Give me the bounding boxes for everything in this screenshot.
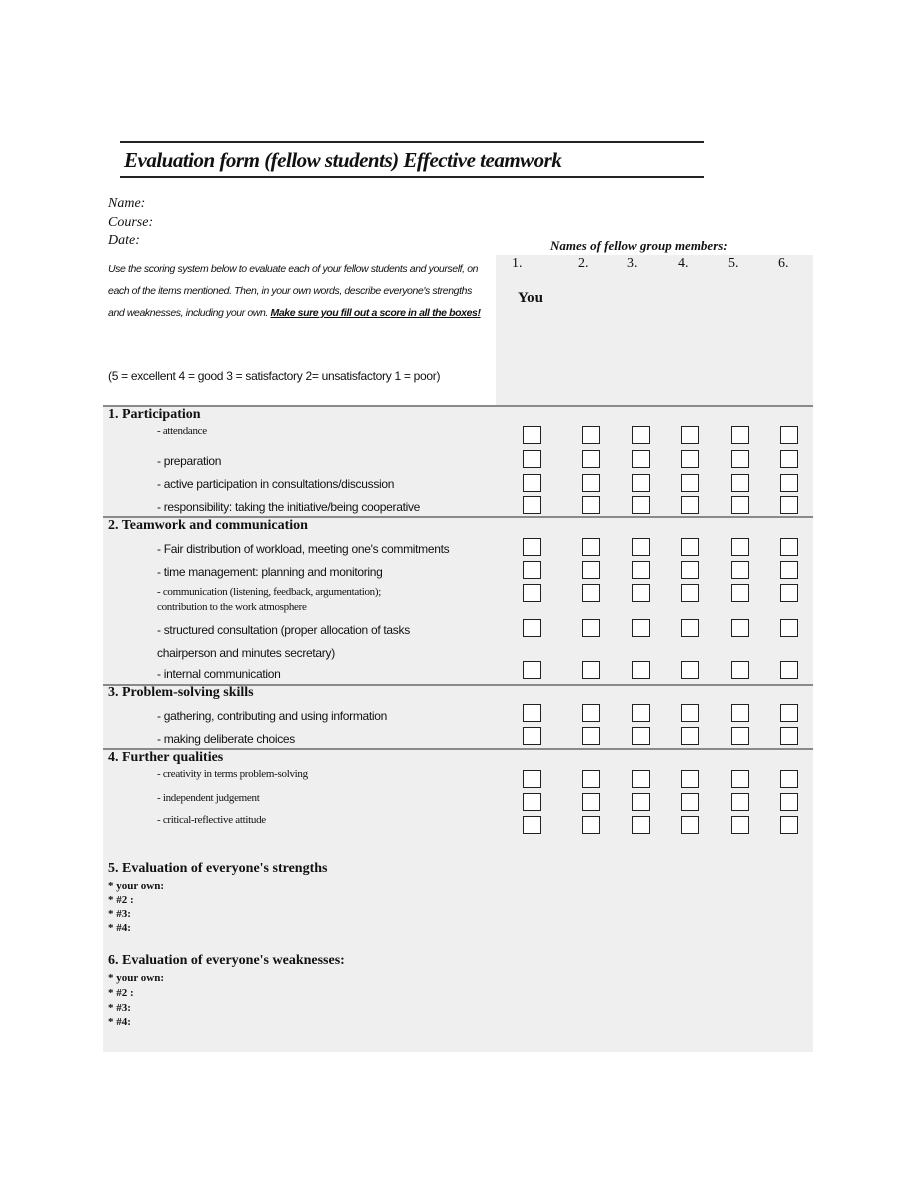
score-checkbox[interactable] <box>523 450 541 468</box>
score-checkbox[interactable] <box>780 661 798 679</box>
title-rule-bottom <box>120 176 704 178</box>
divider <box>103 405 813 407</box>
score-checkbox[interactable] <box>632 584 650 602</box>
score-checkbox[interactable] <box>780 450 798 468</box>
score-checkbox[interactable] <box>681 816 699 834</box>
criterion-label: chairperson and minutes secretary) <box>157 646 335 660</box>
score-checkbox[interactable] <box>681 538 699 556</box>
weaknesses-title: 6. Evaluation of everyone's weaknesses: <box>108 953 345 968</box>
score-checkbox[interactable] <box>731 426 749 444</box>
criterion-label: - gathering, contributing and using information <box>157 709 388 723</box>
score-checkbox[interactable] <box>582 561 600 579</box>
score-checkbox[interactable] <box>780 538 798 556</box>
score-checkbox[interactable] <box>632 619 650 637</box>
score-checkbox[interactable] <box>731 816 749 834</box>
score-checkbox[interactable] <box>681 661 699 679</box>
score-checkbox[interactable] <box>731 561 749 579</box>
score-checkbox[interactable] <box>523 793 541 811</box>
strengths-title: 5. Evaluation of everyone's strengths <box>108 861 328 876</box>
strengths-line[interactable]: * #4: <box>108 922 131 934</box>
weaknesses-line[interactable]: * #2 : <box>108 987 134 999</box>
criterion-label: - active participation in consultations/discussion <box>157 477 395 491</box>
instructions <box>108 258 488 324</box>
score-checkbox[interactable] <box>681 770 699 788</box>
score-checkbox[interactable] <box>731 496 749 514</box>
criterion-label: - internal communication <box>157 667 281 681</box>
form-title: Evaluation form (fellow students) Effective teamwork <box>124 148 562 172</box>
score-checkbox[interactable] <box>681 584 699 602</box>
score-checkbox[interactable] <box>681 561 699 579</box>
score-checkbox[interactable] <box>780 770 798 788</box>
score-checkbox[interactable] <box>780 474 798 492</box>
score-checkbox[interactable] <box>681 496 699 514</box>
strengths-line[interactable]: * #3: <box>108 908 131 920</box>
score-checkbox[interactable] <box>731 793 749 811</box>
score-checkbox[interactable] <box>731 727 749 745</box>
score-checkbox[interactable] <box>681 619 699 637</box>
score-checkbox[interactable] <box>582 496 600 514</box>
score-checkbox[interactable] <box>780 496 798 514</box>
member-number-1: 1. <box>512 256 523 271</box>
instructions-text: Use the scoring system below to evaluate each of your fellow students and yourself, on each of the items mentioned. Then, in your own words, describe everyone's strengths and weaknesses, including your own. <box>108 263 479 319</box>
score-checkbox[interactable] <box>632 770 650 788</box>
score-checkbox[interactable] <box>632 426 650 444</box>
strengths-line[interactable]: * #2 : <box>108 894 134 906</box>
weaknesses-line[interactable]: * #3: <box>108 1002 131 1014</box>
criterion-label: contribution to the work atmosphere <box>157 601 307 613</box>
criterion-label: - time management: planning and monitoring <box>157 565 383 579</box>
score-checkbox[interactable] <box>582 704 600 722</box>
score-checkbox[interactable] <box>582 816 600 834</box>
score-checkbox[interactable] <box>632 538 650 556</box>
criterion-label: - preparation <box>157 454 222 468</box>
strengths-line[interactable]: * your own: <box>108 880 165 892</box>
section-title: 4. Further qualities <box>108 750 224 765</box>
score-checkbox[interactable] <box>681 450 699 468</box>
score-checkbox[interactable] <box>582 793 600 811</box>
score-checkbox[interactable] <box>523 496 541 514</box>
section-title: 3. Problem-solving skills <box>108 685 254 700</box>
member-number-3: 3. <box>627 256 638 271</box>
course-field[interactable]: Course: <box>108 215 154 230</box>
score-checkbox[interactable] <box>582 727 600 745</box>
score-checkbox[interactable] <box>780 426 798 444</box>
name-field[interactable]: Name: <box>108 196 146 211</box>
score-checkbox[interactable] <box>780 619 798 637</box>
score-checkbox[interactable] <box>523 619 541 637</box>
section-title: 2. Teamwork and communication <box>108 518 308 533</box>
score-checkbox[interactable] <box>731 474 749 492</box>
score-checkbox[interactable] <box>681 793 699 811</box>
score-checkbox[interactable] <box>632 474 650 492</box>
criterion-label: - critical-reflective attitude <box>157 814 266 826</box>
member-number-4: 4. <box>678 256 689 271</box>
score-checkbox[interactable] <box>523 770 541 788</box>
score-checkbox[interactable] <box>780 793 798 811</box>
score-checkbox[interactable] <box>582 584 600 602</box>
score-checkbox[interactable] <box>731 538 749 556</box>
weaknesses-line[interactable]: * #4: <box>108 1016 131 1028</box>
weaknesses-line[interactable]: * your own: <box>108 972 165 984</box>
score-checkbox[interactable] <box>523 661 541 679</box>
section-title: 1. Participation <box>108 407 201 422</box>
score-checkbox[interactable] <box>632 496 650 514</box>
score-checkbox[interactable] <box>582 770 600 788</box>
score-checkbox[interactable] <box>632 793 650 811</box>
criterion-label: - making deliberate choices <box>157 732 295 746</box>
score-checkbox[interactable] <box>780 704 798 722</box>
score-checkbox[interactable] <box>780 816 798 834</box>
score-checkbox[interactable] <box>681 704 699 722</box>
criterion-label: - independent judgement <box>157 792 260 804</box>
score-checkbox[interactable] <box>681 727 699 745</box>
score-checkbox[interactable] <box>523 727 541 745</box>
score-checkbox[interactable] <box>681 426 699 444</box>
score-checkbox[interactable] <box>632 561 650 579</box>
score-checkbox[interactable] <box>731 661 749 679</box>
score-checkbox[interactable] <box>731 619 749 637</box>
criterion-label: - creativity in terms problem-solving <box>157 768 308 780</box>
score-checkbox[interactable] <box>632 450 650 468</box>
score-checkbox[interactable] <box>632 661 650 679</box>
score-checkbox[interactable] <box>523 704 541 722</box>
score-checkbox[interactable] <box>523 474 541 492</box>
member-number-2: 2. <box>578 256 589 271</box>
score-checkbox[interactable] <box>582 619 600 637</box>
criterion-label: - communication (listening, feedback, argumentation); <box>157 586 381 598</box>
score-checkbox[interactable] <box>731 584 749 602</box>
members-heading: Names of fellow group members: <box>550 238 728 253</box>
score-checkbox[interactable] <box>523 584 541 602</box>
score-checkbox[interactable] <box>582 661 600 679</box>
instructions-emphasis: Make sure you fill out a score in all the boxes! <box>270 307 481 319</box>
score-checkbox[interactable] <box>681 474 699 492</box>
score-checkbox[interactable] <box>523 816 541 834</box>
criterion-label: - attendance <box>157 425 207 437</box>
score-checkbox[interactable] <box>780 727 798 745</box>
score-checkbox[interactable] <box>523 538 541 556</box>
member-you-label: You <box>518 290 544 306</box>
criterion-label: - responsibility: taking the initiative/being cooperative <box>157 500 421 514</box>
score-checkbox[interactable] <box>780 584 798 602</box>
score-checkbox[interactable] <box>780 561 798 579</box>
score-checkbox[interactable] <box>582 538 600 556</box>
criterion-label: - Fair distribution of workload, meeting one's commitments <box>157 542 450 556</box>
score-checkbox[interactable] <box>632 816 650 834</box>
score-checkbox[interactable] <box>731 770 749 788</box>
member-number-5: 5. <box>728 256 739 271</box>
score-checkbox[interactable] <box>523 426 541 444</box>
member-number-6: 6. <box>778 256 789 271</box>
score-checkbox[interactable] <box>632 727 650 745</box>
score-checkbox[interactable] <box>731 704 749 722</box>
score-checkbox[interactable] <box>731 450 749 468</box>
scoring-scale: (5 = excellent 4 = good 3 = satisfactory 2= unsatisfactory 1 = poor) <box>108 369 441 383</box>
score-checkbox[interactable] <box>632 704 650 722</box>
criterion-label: - structured consultation (proper allocation of tasks <box>157 623 410 637</box>
date-field[interactable]: Date: <box>108 233 140 248</box>
score-checkbox[interactable] <box>582 450 600 468</box>
score-checkbox[interactable] <box>582 474 600 492</box>
title-rule-top <box>120 141 704 143</box>
score-checkbox[interactable] <box>582 426 600 444</box>
score-checkbox[interactable] <box>523 561 541 579</box>
